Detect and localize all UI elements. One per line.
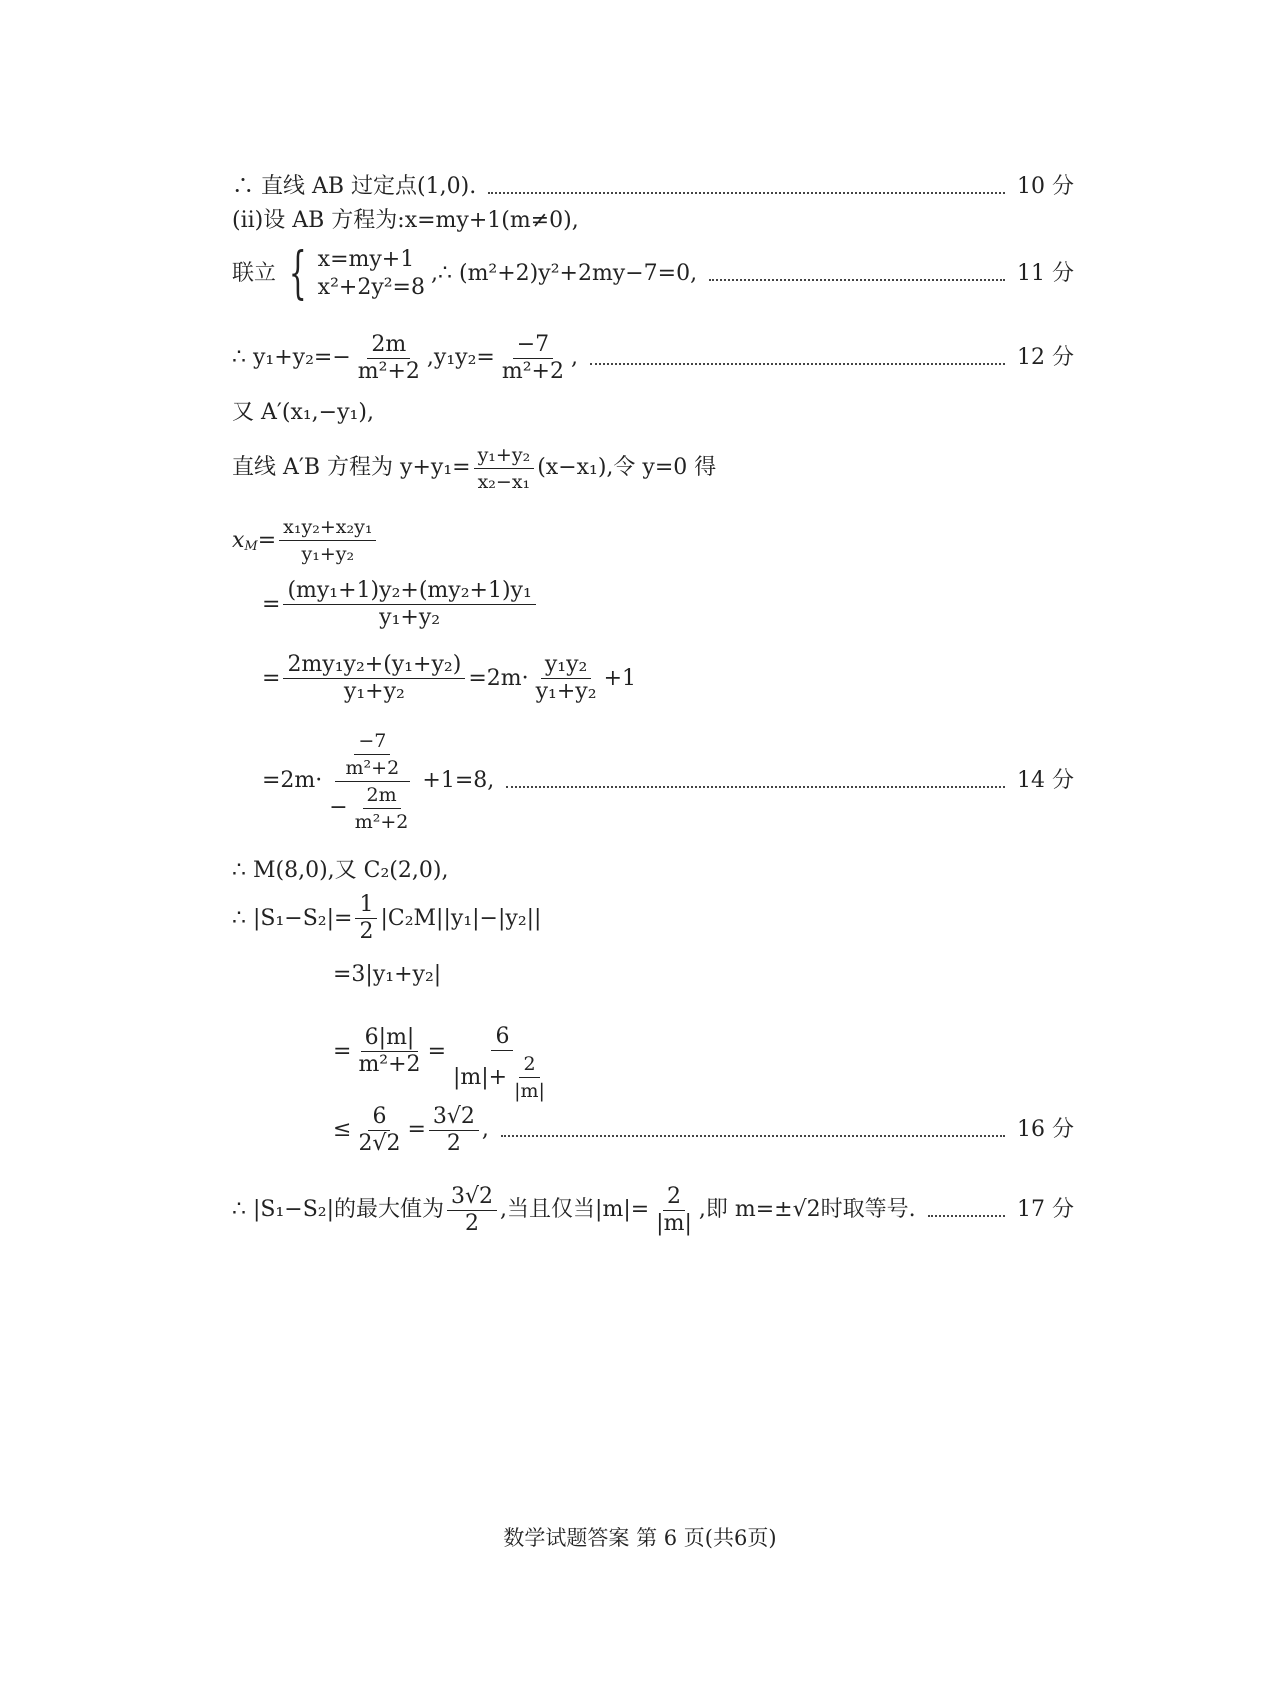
line-text: =3|y₁+y₂|: [333, 962, 442, 987]
denominator: y₁+y₂: [301, 543, 355, 565]
line-text: +1=8,: [422, 768, 495, 793]
score-label: 17 分: [1017, 1197, 1074, 1222]
line-text: |C₂M||y₁|−|y₂||: [380, 906, 542, 931]
fraction: [447, 1184, 497, 1237]
system-eq-1: x=my+1: [317, 247, 415, 272]
dot-leader: [506, 786, 1005, 788]
denominator: [449, 1051, 556, 1104]
numerator: y₁y₂: [541, 652, 592, 679]
numerator: 2m: [367, 332, 410, 359]
denominator: |m|: [656, 1210, 692, 1236]
solution-line-6: [232, 440, 1074, 496]
brace-symbol: {: [288, 241, 307, 306]
dot-leader: [590, 363, 1005, 365]
compound-denominator: [325, 782, 419, 835]
solution-line-16: [232, 1180, 1074, 1240]
numerator: y₁+y₂: [474, 442, 535, 469]
line-text: 联立: [232, 261, 277, 286]
denominator: m²+2: [358, 1051, 421, 1077]
line-text: 又 A′(x₁,−y₁),: [232, 400, 374, 425]
dot-leader: [709, 279, 1005, 281]
score-label: 11 分: [1017, 261, 1074, 286]
denominator: y₁+y₂: [343, 679, 405, 704]
line-text: 直线 A′B 方程为 y+y₁=: [232, 455, 471, 480]
system-eq-2: x²+2y²=8: [317, 275, 425, 300]
denominator: m²+2: [501, 358, 564, 384]
line-text: =: [407, 1117, 426, 1142]
line-text: =2m·: [262, 768, 323, 793]
line-text: +1: [603, 666, 636, 691]
dot-leader: [928, 1215, 1005, 1217]
solution-line-1: [232, 172, 1074, 202]
fraction: [354, 332, 424, 385]
line-text: (ⅱ)设 AB 方程为:x=my+1(m≠0),: [232, 208, 579, 233]
score-label: 16 分: [1017, 1117, 1074, 1142]
numerator: 1: [355, 892, 377, 919]
fraction: [449, 1024, 556, 1104]
line-text: ,即 m=±√2时取等号.: [698, 1197, 916, 1222]
line-text: ∴ M(8,0),又 C₂(2,0),: [232, 858, 449, 883]
line-text: ,: [570, 345, 578, 370]
numerator: −7: [354, 728, 390, 755]
line-text: ∴ y₁+y₂=−: [232, 345, 351, 370]
fraction: [652, 1184, 696, 1237]
numerator: 2m: [363, 782, 401, 809]
denominator: 2√2: [358, 1130, 401, 1156]
line-text: ,y₁y₂=: [426, 345, 495, 370]
denominator: y₁+y₂: [535, 679, 597, 704]
denominator: y₁+y₂: [379, 605, 441, 630]
denominator: 2: [465, 1210, 480, 1236]
fraction: [342, 728, 404, 781]
solution-line-11: [232, 856, 1074, 886]
line-text: ∴ |S₁−S₂|=: [232, 906, 353, 931]
fraction: [279, 514, 376, 567]
solution-line-7: [232, 514, 379, 567]
fraction: [429, 1104, 479, 1157]
numerator: 6: [368, 1104, 390, 1131]
fraction: [283, 578, 535, 631]
line-text: ,: [481, 1117, 489, 1142]
numerator: −7: [513, 332, 553, 359]
fraction: [351, 782, 413, 835]
compound-fraction: [325, 728, 419, 835]
numerator: 6: [491, 1024, 513, 1051]
solution-line-9: [262, 652, 636, 705]
line-text: =: [427, 1038, 446, 1064]
score-label: 14 分: [1017, 768, 1074, 793]
solution-line-2: [232, 206, 1074, 236]
numerator: 3√2: [447, 1184, 497, 1211]
score-label: 10 分: [1017, 174, 1074, 199]
equation-system: [318, 246, 425, 302]
compound-numerator: [335, 728, 411, 782]
fraction: [474, 442, 535, 495]
subscript: M: [244, 539, 258, 554]
solution-line-4: [232, 330, 1074, 386]
numerator: 2: [663, 1184, 685, 1211]
denominator: m²+2: [345, 756, 400, 779]
fraction: [283, 652, 465, 705]
dot-leader: [488, 192, 1005, 194]
line-text: =: [333, 1038, 352, 1064]
line-text: =: [262, 666, 281, 691]
denominator: m²+2: [357, 358, 420, 384]
solution-line-13: [333, 962, 441, 987]
page-footer: 数学试题答案 第 6 页(共6页): [503, 1526, 777, 1550]
denominator: 2: [446, 1130, 461, 1156]
numerator: 3√2: [429, 1104, 479, 1131]
minus-sign: −: [329, 795, 348, 820]
line-text: ∴ 直线 AB 过定点(1,0).: [232, 174, 477, 199]
solution-line-14: [333, 998, 559, 1104]
line-text: ,∴ (m²+2)y²+2my−7=0,: [431, 261, 698, 286]
line-text: (x−x₁),令 y=0 得: [537, 455, 717, 480]
numerator: x₁y₂+x₂y₁: [279, 514, 376, 541]
denominator: |m|: [514, 1080, 545, 1102]
solution-line-8: [262, 578, 539, 631]
fraction: [354, 1104, 404, 1157]
fraction: [532, 652, 601, 705]
numerator: 2: [519, 1051, 539, 1078]
line-text: ∴ |S₁−S₂|的最大值为: [232, 1197, 445, 1222]
solution-line-5: [232, 398, 1074, 428]
solution-line-3: [232, 242, 1074, 306]
fraction: [354, 1025, 424, 1078]
line-text: ,当且仅当|m|=: [500, 1197, 650, 1222]
solution-line-10: [262, 722, 1074, 840]
fraction: [498, 332, 568, 385]
numerator: (my₁+1)y₂+(my₂+1)y₁: [283, 578, 535, 605]
fraction: [510, 1051, 549, 1104]
line-text: =: [257, 528, 277, 553]
line-text: =2m·: [468, 666, 529, 691]
numerator: 2my₁y₂+(y₁+y₂): [283, 652, 465, 679]
variable-x: x: [232, 528, 245, 553]
solution-line-15: [333, 1100, 1074, 1160]
dot-leader: [501, 1135, 1005, 1137]
score-label: 12 分: [1017, 345, 1074, 370]
numerator: 6|m|: [361, 1025, 419, 1052]
line-text: =: [262, 592, 281, 617]
denominator: 2: [359, 919, 374, 944]
denominator: m²+2: [354, 810, 409, 833]
denominator: x₂−x₁: [477, 470, 531, 493]
line-text: ≤: [333, 1117, 352, 1142]
fraction: [355, 892, 377, 945]
denominator-text: |m|+: [453, 1064, 508, 1090]
solution-line-12: [232, 892, 541, 945]
